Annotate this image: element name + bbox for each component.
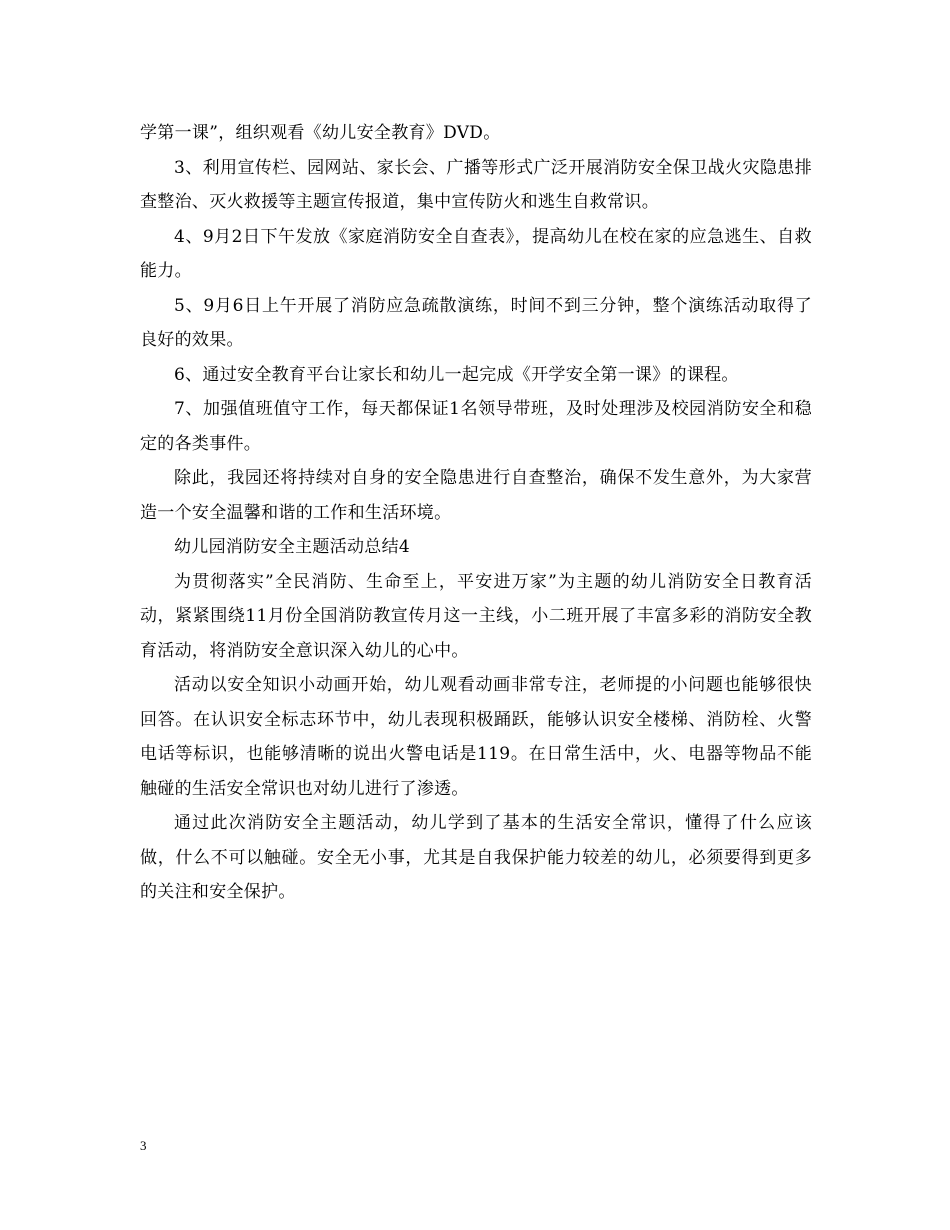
paragraph-conclusion: 除此，我园还将持续对自身的安全隐患进行自查整治，确保不发生意外，为大家营造一个安全温馨和谐的工作和生活环境。 bbox=[140, 468, 812, 523]
paragraph-continuation: 学第一课”，组织观看《幼儿安全教育》DVD。 bbox=[140, 123, 501, 143]
section-heading: 幼儿园消防安全主题活动总结4 bbox=[174, 537, 411, 557]
paragraph-item-7: 7、加强值班值守工作，每天都保证1名领导带班，及时处理涉及校园消防安全和稳定的各类事件。 bbox=[140, 399, 812, 454]
page-number: 3 bbox=[140, 1138, 147, 1153]
paragraph-summary: 通过此次消防安全主题活动，幼儿学到了基本的生活安全常识，懂得了什么应该做，什么不可以触碰。安全无小事，尤其是自我保护能力较差的幼儿，必须要得到更多的关注和安全保护。 bbox=[140, 813, 812, 902]
paragraph-activity: 活动以安全知识小动画开始，幼儿观看动画非常专注，老师提的小问题也能够很快回答。在认识安全标志环节中，幼儿表现积极踊跃，能够认识安全楼梯、消防栓、火警电话等标识，也能够清晰的说出火警电话是119。在日常生活中，火、电器等物品不能触碰的生活安全常识也对幼儿进行了渗透。 bbox=[140, 675, 812, 799]
paragraph-item-6: 6、通过安全教育平台让家长和幼儿一起完成《开学安全第一课》的课程。 bbox=[174, 364, 739, 385]
paragraph-item-5: 5、9月6日上午开展了消防应急疏散演练，时间不到三分钟，整个演练活动取得了良好的效果。 bbox=[140, 295, 812, 350]
paragraph-item-3: 3、利用宣传栏、园网站、家长会、广播等形式广泛开展消防安全保卫战火灾隐患排查整治、灭火救援等主题宣传报道，集中宣传防火和逃生自救常识。 bbox=[140, 157, 812, 212]
paragraph-item-4: 4、9月2日下午发放《家庭消防安全自查表》，提高幼儿在校在家的应急逃生、自救能力。 bbox=[140, 226, 812, 281]
document-body bbox=[140, 116, 812, 910]
paragraph-intro: 为贯彻落实”全民消防、生命至上，平安进万家”为主题的幼儿消防安全日教育活动，紧紧围绕11月份全国消防教宣传月这一主线，小二班开展了丰富多彩的消防安全教育活动，将消防安全意识深入幼儿的心中。 bbox=[140, 571, 812, 661]
